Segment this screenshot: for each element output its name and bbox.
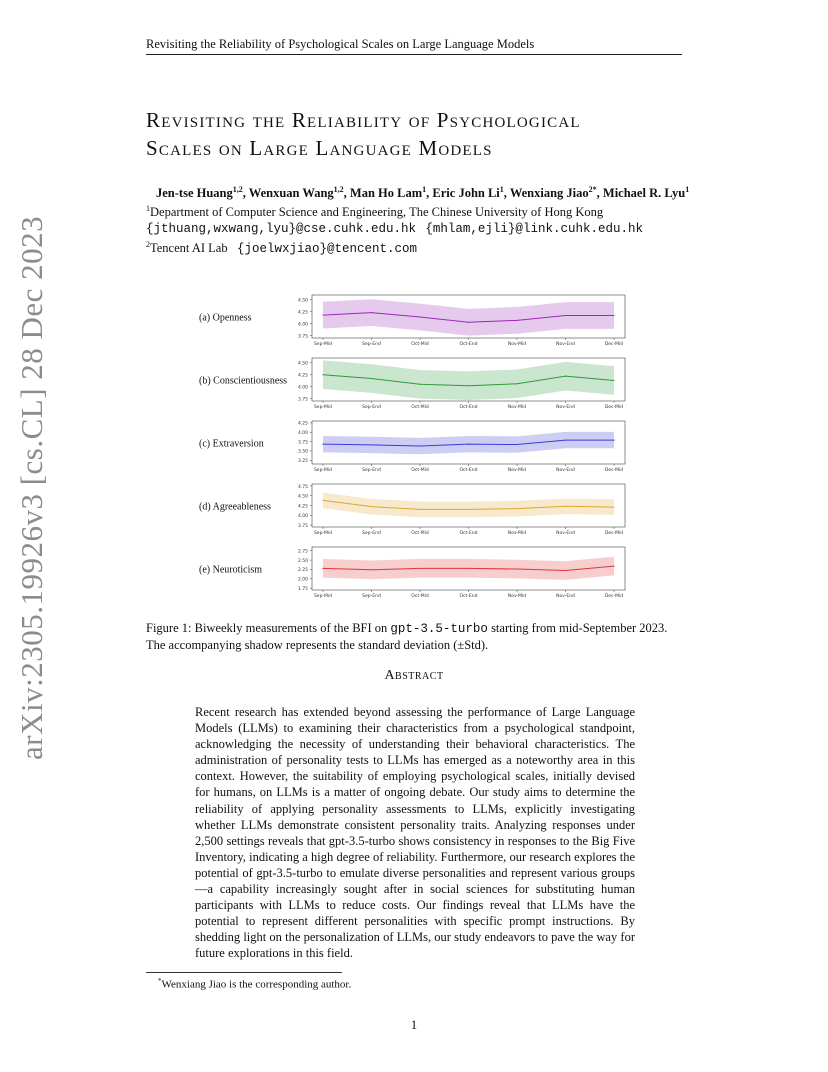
data-point	[468, 444, 469, 445]
x-tick-label: Dec-Mid	[604, 531, 624, 536]
x-tick-label: Nov-End	[556, 531, 575, 536]
caption-model: gpt-3.5-turbo	[390, 622, 488, 636]
y-tick-label: 4.25	[297, 310, 308, 316]
std-band	[323, 493, 614, 518]
author: Man Ho Lam	[349, 186, 423, 201]
figure-1	[195, 290, 635, 610]
data-point	[516, 383, 517, 384]
y-tick-label: 2.75	[297, 549, 308, 555]
x-tick-label: Nov-End	[556, 342, 575, 347]
author-block	[146, 182, 776, 257]
x-tick-label: Dec-Mid	[604, 594, 624, 599]
arxiv-identifier: arXiv:2305.19926v3 [cs.CL] 28 Dec 2023	[14, 215, 49, 760]
x-tick-label: Sep-End	[362, 342, 381, 347]
data-point	[322, 444, 323, 445]
y-tick-label: 4.75	[297, 484, 308, 490]
y-tick-label: 4.25	[297, 373, 308, 379]
x-tick-label: Sep-End	[362, 468, 381, 473]
affiliation-1	[146, 201, 776, 220]
title-line-2: Scales on Large Language Models	[146, 136, 493, 160]
x-tick-label: Nov-End	[556, 405, 575, 410]
x-tick-label: Dec-Mid	[604, 468, 624, 473]
x-tick-label: Sep-Mid	[313, 342, 333, 347]
x-tick-label: Sep-Mid	[313, 405, 333, 410]
email: {mhlam,ejli}@link.cuhk.edu.hk	[425, 222, 643, 237]
data-point	[371, 444, 372, 445]
author: Michael R. Lyu	[602, 186, 686, 201]
y-tick-label: 4.25	[297, 421, 308, 427]
y-tick-label: 4.50	[297, 494, 308, 500]
author: Eric John Li	[432, 186, 500, 201]
author-names: Jen-tse Huang$^{1,2}$, Wenxuan Wang$^{1,2}$, Man Ho Lam$^1$, Eric John Li$^1$, Wenxiang Jiao$^{2*}$, Michael R. Lyu$^1$	[156, 185, 690, 201]
running-header	[146, 37, 682, 55]
std-band	[323, 432, 614, 454]
x-tick-label: Sep-Mid	[313, 468, 333, 473]
y-tick-label: 3.25	[297, 459, 308, 465]
footnote-mark: *	[158, 977, 162, 985]
y-tick-label: 3.75	[297, 397, 308, 403]
x-tick-label: Oct-End	[459, 594, 478, 599]
data-point	[419, 445, 420, 446]
author-aff: 1	[422, 185, 427, 194]
email-line-1	[146, 220, 776, 237]
affiliation-2	[146, 237, 776, 257]
data-point	[613, 439, 614, 440]
data-point	[613, 315, 614, 316]
data-point	[565, 439, 566, 440]
data-point	[371, 312, 372, 313]
y-tick-label: 4.25	[297, 504, 308, 510]
data-point	[371, 569, 372, 570]
aff-text: Tencent AI Lab	[150, 241, 228, 256]
data-point	[565, 570, 566, 571]
y-tick-label: 2.00	[297, 577, 308, 583]
data-point	[516, 508, 517, 509]
abstract-body: Recent research has extended beyond assessing the performance of Large Language Models (LLMs) to examining their characteristics from a psychological standpoint, acknowledging the necessity of understanding their behavioral characteristics. The administration of personality tests to LLMs has emerged as a noteworthy area in this context. However, the suitability of employing psychological scales, initially devised for humans, on LLMs is a matter of ongoing debate. Our study aims to determine the reliability of applying personality assessments to LLMs, explicitly investigating whether LLMs demonstrate consistent personality traits. Analyzing responses under 2,500 settings reveals that gpt-3.5-turbo shows consistency in responses to the Big Five Inventory, indicating a high degree of reliability. Furthermore, our research explores the potential of gpt-3.5-turbo to emulate diverse personalities and represent various groups—a capability increasingly sought after in social sciences for substituting human participants with LLMs to reduce costs. Our findings reveal that LLMs have the potential to represent different personalities with specific prompt instructions. By shedding light on the personalization of LLMs, our study endeavors to pave the way for future explorations in this field.	[195, 705, 635, 961]
std-band	[323, 360, 614, 400]
x-tick-label: Oct-End	[459, 342, 478, 347]
author-aff: 1	[499, 185, 504, 194]
data-point	[565, 376, 566, 377]
x-tick-label: Oct-End	[459, 405, 478, 410]
data-point	[613, 380, 614, 381]
running-title: Revisiting the Reliability of Psychological Scales on Large Language Models	[146, 37, 535, 51]
x-tick-label: Nov-Mid	[507, 468, 527, 473]
panel-label: (e) Neuroticism	[199, 564, 263, 576]
x-tick-label: Oct-Mid	[411, 405, 429, 410]
x-tick-label: Sep-End	[362, 405, 381, 410]
y-tick-label: 4.00	[297, 385, 308, 391]
data-point	[419, 568, 420, 569]
footnote-divider	[146, 972, 342, 973]
data-point	[322, 500, 323, 501]
aff-mark: 1	[146, 204, 150, 214]
aff-mark: 2	[146, 240, 150, 250]
data-point	[322, 374, 323, 375]
data-point	[565, 506, 566, 507]
title-line-1: Revisiting the Reliability of Psychological	[146, 108, 581, 132]
data-point	[516, 444, 517, 445]
panel-label: (b) Conscientiousness	[199, 375, 288, 387]
y-tick-label: 3.75	[297, 523, 308, 529]
caption-suffix: starting from mid-September 2023. The accompanying shadow represents the standard deviation (±Std).	[146, 621, 668, 652]
author-aff: 1,2	[333, 185, 344, 194]
x-tick-label: Nov-Mid	[507, 594, 527, 599]
author: Wenxuan Wang	[248, 186, 334, 201]
x-tick-label: Dec-Mid	[604, 405, 624, 410]
author-aff: 2*	[588, 185, 597, 194]
x-tick-label: Dec-Mid	[604, 342, 624, 347]
author: Wenxiang Jiao	[509, 186, 589, 201]
y-tick-label: 3.50	[297, 449, 308, 455]
x-tick-label: Sep-Mid	[313, 531, 333, 536]
x-tick-label: Nov-End	[556, 468, 575, 473]
x-tick-label: Nov-Mid	[507, 342, 527, 347]
author: Jen-tse Huang	[156, 186, 233, 201]
x-tick-label: Sep-Mid	[313, 594, 333, 599]
x-tick-label: Nov-End	[556, 594, 575, 599]
y-tick-label: 4.00	[297, 322, 308, 328]
y-tick-label: 3.75	[297, 334, 308, 340]
aff-text: Department of Computer Science and Engineering, The Chinese University of Hong Kong	[150, 205, 604, 220]
email: {joelwxjiao}@tencent.com	[236, 242, 417, 257]
std-band	[323, 299, 614, 335]
author-aff: 1,2	[232, 185, 243, 194]
x-tick-label: Oct-Mid	[411, 468, 429, 473]
x-tick-label: Sep-End	[362, 594, 381, 599]
y-tick-label: 4.00	[297, 431, 308, 437]
data-point	[322, 314, 323, 315]
page-number: 1	[410, 1018, 418, 1032]
x-tick-label: Oct-Mid	[411, 342, 429, 347]
data-point	[468, 322, 469, 323]
bfi-chart	[195, 290, 635, 610]
x-tick-label: Oct-Mid	[411, 594, 429, 599]
y-tick-label: 4.50	[297, 361, 308, 367]
x-tick-label: Oct-End	[459, 468, 478, 473]
data-point	[468, 568, 469, 569]
data-point	[613, 565, 614, 566]
panel-label: (d) Agreeableness	[199, 501, 271, 513]
y-tick-label: 1.75	[297, 586, 308, 592]
y-tick-label: 2.50	[297, 558, 308, 564]
x-tick-label: Oct-Mid	[411, 531, 429, 536]
x-tick-label: Oct-End	[459, 531, 478, 536]
figure-caption	[146, 620, 686, 653]
y-tick-label: 4.50	[297, 298, 308, 304]
data-point	[371, 378, 372, 379]
x-tick-label: Nov-Mid	[507, 531, 527, 536]
data-point	[613, 506, 614, 507]
data-point	[565, 315, 566, 316]
panel-label: (c) Extraversion	[199, 438, 264, 450]
data-point	[516, 568, 517, 569]
data-point	[371, 506, 372, 507]
panel-label: (a) Openness	[199, 312, 252, 324]
x-tick-label: Sep-End	[362, 531, 381, 536]
y-tick-label: 3.75	[297, 440, 308, 446]
data-point	[468, 509, 469, 510]
footnote	[158, 977, 351, 991]
abstract-heading: Abstract	[384, 668, 444, 683]
email: {jthuang,wxwang,lyu}@cse.cuhk.edu.hk	[146, 222, 417, 237]
x-tick-label: Nov-Mid	[507, 405, 527, 410]
y-tick-label: 4.00	[297, 514, 308, 520]
data-point	[419, 316, 420, 317]
data-point	[419, 509, 420, 510]
data-point	[322, 568, 323, 569]
y-tick-label: 2.25	[297, 568, 308, 574]
author-aff: 1	[685, 185, 690, 194]
paper-title	[146, 106, 706, 162]
data-point	[468, 385, 469, 386]
data-point	[516, 320, 517, 321]
data-point	[419, 384, 420, 385]
caption-prefix: Figure 1: Biweekly measurements of the BFI on	[146, 621, 391, 635]
footnote-text: Wenxiang Jiao is the corresponding author.	[161, 978, 352, 991]
